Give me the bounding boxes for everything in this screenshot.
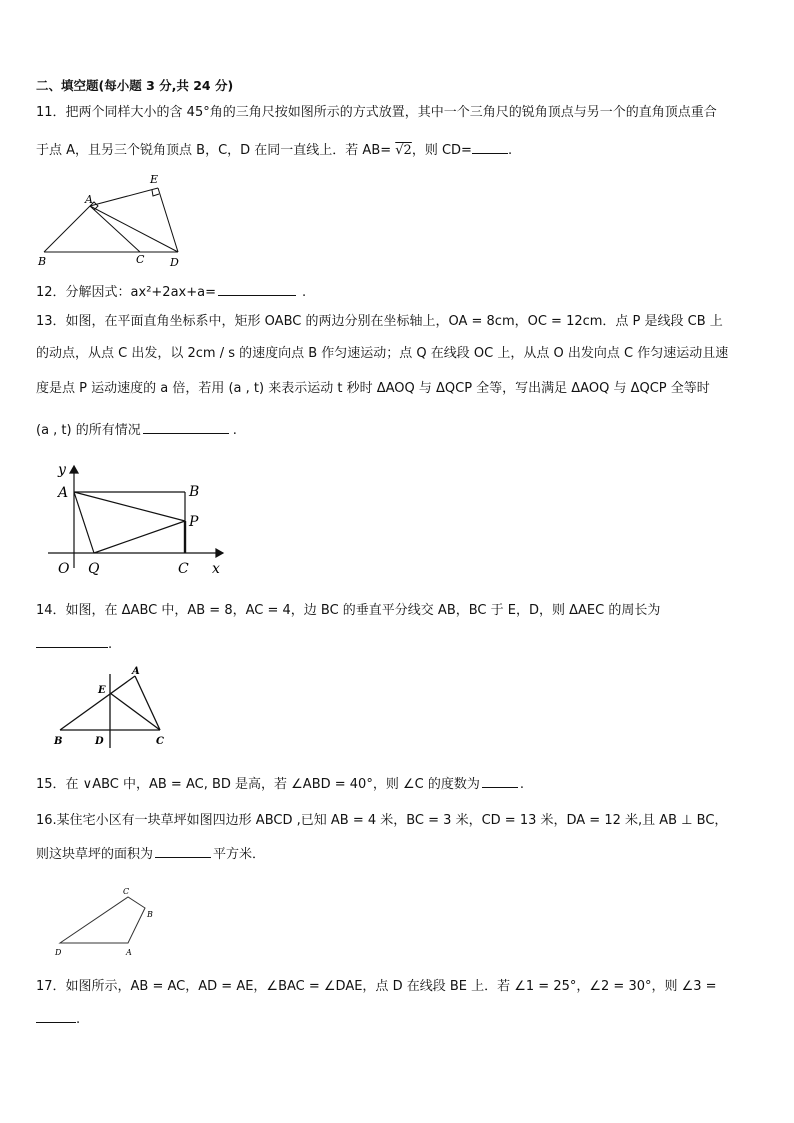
q16-figure (48, 882, 168, 960)
q13-label-x: x (212, 561, 220, 577)
q13-label-o: O (58, 561, 70, 577)
q11-line2-end: . (507, 143, 513, 158)
q16-answer-blank[interactable] (155, 845, 211, 858)
q15-answer-blank[interactable] (482, 775, 518, 788)
q14-line2-end: . (108, 637, 113, 652)
q12-answer-blank[interactable] (218, 283, 296, 296)
q17-line2-end: . (76, 1012, 81, 1027)
q15-text: 15．在 ∨ABC 中，AB = AC, BD 是高，若 ∠ABD = 40°，则 ∠C 的度数为 (36, 777, 480, 792)
q12-line (36, 283, 306, 302)
q11-line2-a: 于点 A，且另三个锐角顶点 B，C，D 在同一直线上．若 AB= (36, 143, 396, 158)
q11-label-d: D (170, 256, 179, 269)
q13-label-p: P (189, 514, 199, 530)
q11-line1: 11．把两个同样大小的含 45°角的三角尺按如图所示的方式放置，其中一个三角尺的锐角顶点与另一个的直角顶点重合 (36, 105, 717, 120)
section-title: 二、填空题(每小题 3 分,共 24 分) (36, 78, 234, 93)
q16-label-a: A (126, 948, 132, 957)
q17-line1: 17．如图所示，AB = AC，AD = AE，∠BAC = ∠DAE，点 D 在线段 BE 上．若 ∠1 = 25°，∠2 = 30°，则 ∠3 = (36, 979, 717, 994)
q13-figure (38, 458, 238, 580)
q17-line2 (36, 1010, 80, 1029)
q13-label-c: C (178, 561, 189, 577)
q13-label-b: B (189, 484, 200, 500)
q11-figure (30, 170, 190, 270)
q13-line4-text: (a , t) 的所有情况 (36, 423, 141, 438)
q13-label-q: Q (88, 561, 100, 577)
q11-label-b: B (38, 255, 47, 268)
q14-figure (48, 662, 178, 750)
q14-label-c: C (156, 736, 164, 747)
q12-end: . (302, 285, 307, 300)
q11-label-c: C (136, 253, 145, 266)
q13-line2: 的动点，从点 C 出发，以 2cm / s 的速度向点 B 作匀速运动；点 Q 在线段 OC 上，从点 O 出发向点 C 作匀速运动且速 (36, 346, 729, 361)
q13-line1: 13．如图，在平面直角坐标系中，矩形 OABC 的两边分别在坐标轴上，OA = 8cm，OC = 12cm．点 P 是线段 CB 上 (36, 314, 723, 329)
q12-text: 12．分解因式：ax²+2ax+a= (36, 285, 216, 300)
q14-line1: 14．如图，在 ΔABC 中，AB = 8，AC = 4，边 BC 的垂直平分线交 AB，BC 于 E，D，则 ΔAEC 的周长为 (36, 603, 661, 618)
q14-line2 (36, 635, 112, 654)
q16-label-b: B (147, 910, 153, 919)
q11-line2-b: ，则 CD= (411, 143, 472, 158)
q14-label-e: E (98, 685, 106, 696)
q16-line2 (36, 845, 265, 864)
q13-line4 (36, 421, 237, 440)
q14-label-d: D (95, 736, 104, 747)
q15-line (36, 775, 524, 794)
q14-label-b: B (54, 736, 63, 747)
q11-sqrt: √2 (395, 143, 412, 158)
q16-line2-b: 平方米． (213, 847, 266, 862)
q13-line4-end: . (232, 423, 237, 438)
q11-line2 (36, 141, 512, 160)
q13-line3: 度是点 P 运动速度的 a 倍，若用 (a , t) 来表示运动 t 秒时 ΔAOQ 与 ΔQCP 全等，写出满足 ΔAOQ 与 ΔQCP 全等时 (36, 381, 710, 396)
q11-answer-blank[interactable] (472, 141, 508, 154)
q15-end: . (519, 777, 524, 792)
q13-label-y: y (58, 462, 66, 478)
q14-label-a: A (132, 666, 140, 677)
q16-line1: 16.某住宅小区有一块草坪如图四边形 ABCD ,已知 AB = 4 米，BC = 3 米，CD = 13 米，DA = 12 米,且 AB ⊥ BC， (36, 813, 728, 828)
q13-answer-blank[interactable] (143, 421, 229, 434)
q11-label-e: E (150, 173, 159, 186)
q16-label-c: C (123, 887, 130, 896)
q17-answer-blank[interactable] (36, 1010, 76, 1023)
q16-label-d: D (55, 948, 62, 957)
q11-label-a: A (85, 193, 93, 206)
q14-answer-blank[interactable] (36, 635, 108, 648)
q13-label-a: A (58, 485, 69, 501)
q16-line2-a: 则这块草坪的面积为 (36, 847, 154, 862)
